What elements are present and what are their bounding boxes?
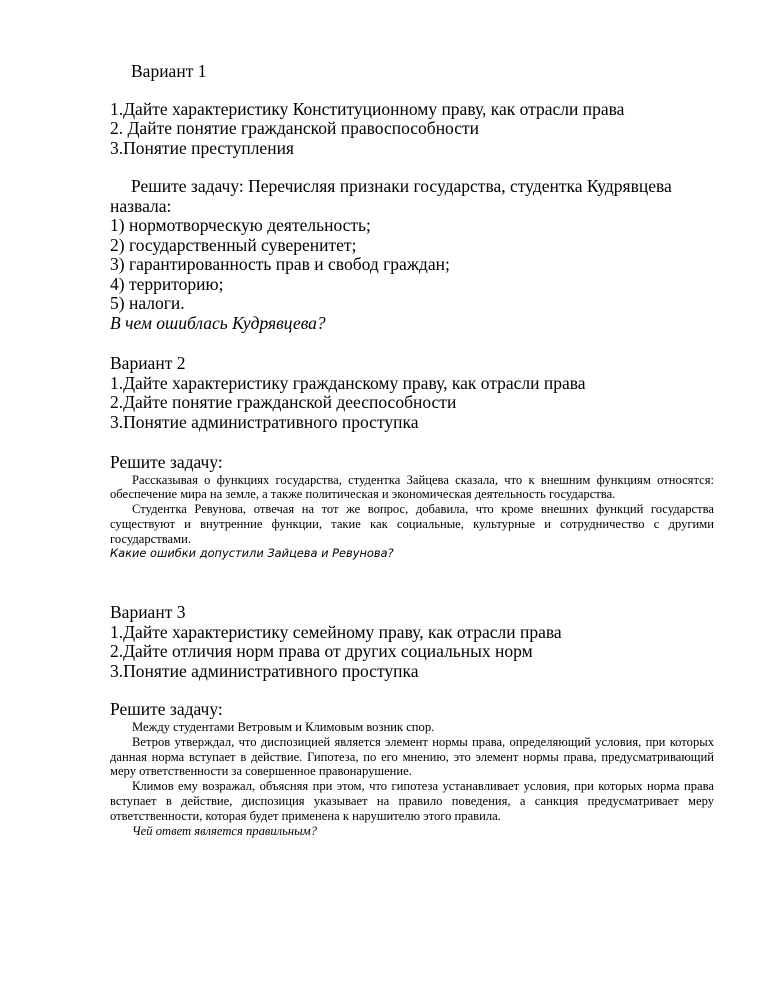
variant-1-task-intro: Решите задачу: Перечисляя признаки государства, студентка Кудрявцева xyxy=(131,176,672,196)
variant-3-paragraph-1: Ветров утверждал, что диспозицией является элемент нормы права, определяющий условия, при которых данная норма вступает в действие. Гипотеза, по его мнению, это элемент нормы права, предусматривающий меру ответственности за совершенное правонарушение. xyxy=(110,734,714,779)
variant-1-question-2: 2. Дайте понятие гражданской правоспособности xyxy=(110,118,480,138)
variant-1-list-item: 2) государственный суверенитет; xyxy=(110,234,357,255)
variant-2-task-heading: Решите задачу: xyxy=(110,452,223,472)
variant-2-question-1: 1.Дайте характеристику гражданскому праву, как отрасли права xyxy=(110,372,586,393)
variant-1 xyxy=(110,62,714,333)
variant-3-paragraph-2: Климов ему возражал, объясняя при этом, что гипотеза устанавливает условия, при которых норма права вступает в действие, диспозиция указывает на правило поведения, а санкция предусматривает меру ответственности, которая будет применена к нарушителю этого правила. xyxy=(110,779,714,823)
variant-2-task-question: Какие ошибки допустили Зайцева и Ревунова? xyxy=(110,546,394,561)
variant-2-question-2: 2.Дайте понятие гражданской дееспособности xyxy=(110,392,457,412)
variant-3-question-3: 3.Понятие административного проступка xyxy=(110,660,419,681)
variant-1-list-item: 5) налоги. xyxy=(110,293,185,313)
variant-2-title: Вариант 2 xyxy=(110,353,186,373)
variant-3-title: Вариант 3 xyxy=(110,602,186,623)
variant-2-paragraph-1: Рассказывая о функциях государства, студентка Зайцева сказала, что к внешним функциям относятся: обеспечение мира на земле, а также политическая и экономическая деятельность государства. xyxy=(110,472,714,502)
variant-2 xyxy=(110,354,714,561)
variant-1-question-3: 3.Понятие преступления xyxy=(110,137,294,158)
variant-3 xyxy=(110,603,714,838)
variant-1-title: Вариант 1 xyxy=(131,61,207,81)
variant-1-list-item: 1) нормотворческую деятельность; xyxy=(110,215,371,235)
variant-1-task-intro-cont: назвала: xyxy=(110,195,172,216)
variant-2-question-3: 3.Понятие административного проступка xyxy=(110,411,419,432)
variant-3-intro: Между студентами Ветровым и Климовым возник спор. xyxy=(132,719,435,734)
variant-3-task-heading: Решите задачу: xyxy=(110,699,223,720)
variant-2-paragraph-2: Студентка Ревунова, отвечая на тот же вопрос, добавила, что кроме внешних функций государства существуют и внутренние функции, такие как социальные, культурные и сотрудничество с другими государствами. xyxy=(110,502,714,546)
variant-3-task-question: Чей ответ является правильным? xyxy=(132,823,318,838)
variant-1-question-1: 1.Дайте характеристику Конституционному праву, как отрасли права xyxy=(110,98,625,119)
variant-1-list-item: 3) гарантированность прав и свобод граждан; xyxy=(110,254,450,274)
variant-3-question-2: 2.Дайте отличия норм права от других социальных норм xyxy=(110,641,533,662)
document-page xyxy=(110,62,714,838)
variant-1-task-question: В чем ошиблась Кудрявцева? xyxy=(110,312,326,333)
variant-3-question-1: 1.Дайте характеристику семейному праву, как отрасли права xyxy=(110,621,562,642)
variant-1-list-item: 4) территорию; xyxy=(110,273,224,294)
